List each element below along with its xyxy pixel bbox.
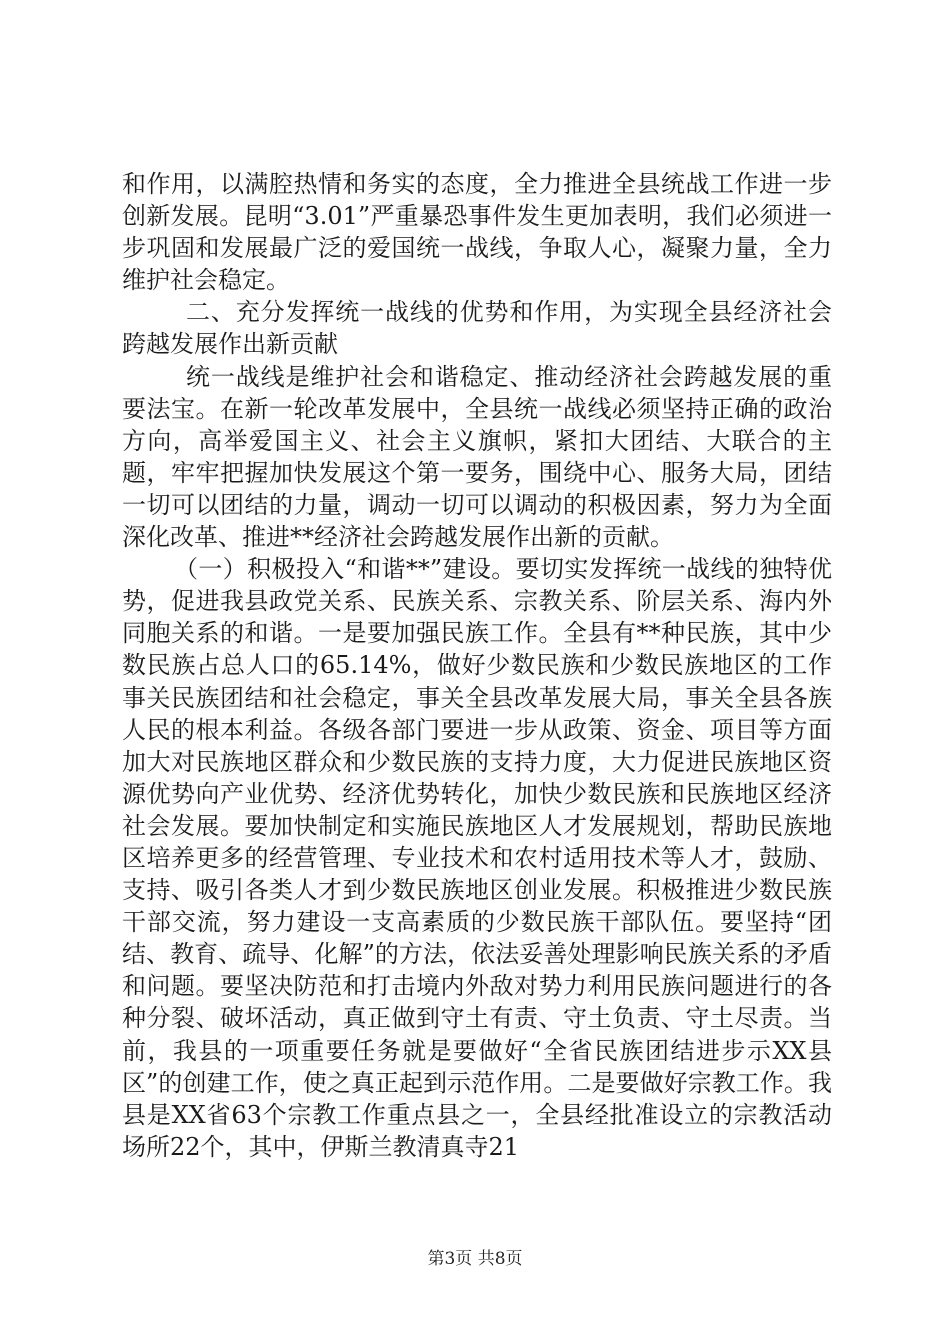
document-body [122,168,832,1163]
paragraph-intro: 统一战线是维护社会和谐稳定、推动经济社会跨越发展的重要法宝。在新一轮改革发展中，全县统一战线必须坚持正确的政治方向，高举爱国主义、社会主义旗帜，紧扣大团结、大联合的主题，牢牢把握加快发展这个第一要务，围绕中心、服务大局，团结一切可以团结的力量，调动一切可以调动的积极因素，努力为全面深化改革、推进**经济社会跨越发展作出新的贡献。 [122,362,832,552]
paragraph-continuation: 和作用，以满腔热情和务实的态度，全力推进全县统战工作进一步创新发展。昆明“3.01”严重暴恐事件发生更加表明，我们必须进一步巩固和发展最广泛的爱国统一战线，争取人心，凝聚力量，全力维护社会稳定。 [122,170,832,295]
page-footer: 第3页 共8页 [427,1249,523,1269]
section-heading: 二、充分发挥统一战线的优势和作用，为实现全县经济社会跨越发展作出新贡献 [122,298,832,359]
paragraph-subsection-one: （一）积极投入“和谐**”建设。要切实发挥统一战线的独特优势，促进我县政党关系、民族关系、宗教关系、阶层关系、海内外同胞关系的和谐。一是要加强民族工作。全县有**种民族，其中少数民族占总人口的65.14%，做好少数民族和少数民族地区的工作事关民族团结和社会稳定，事关全县改革发展大局，事关全县各族人民的根本利益。各级各部门要进一步从政策、资金、项目等方面加大对民族地区群众和少数民族的支持力度，大力促进民族地区资源优势向产业优势、经济优势转化，加快少数民族和民族地区经济社会发展。要加快制定和实施民族地区人才发展规划，帮助民族地区培养更多的经营管理、专业技术和农村适用技术等人才，鼓励、支持、吸引各类人才到少数民族地区创业发展。积极推进少数民族干部交流，努力建设一支高素质的少数民族干部队伍。要坚持“团结、教育、疏导、化解”的方法，依法妥善处理影响民族关系的矛盾和问题。要坚决防范和打击境内外敌对势力利用民族问题进行的各种分裂、破坏活动，真正做到守土有责、守土负责、守土尽责。当前，我县的一项重要任务就是要做好“全省民族团结进步示XX县区”的创建工作，使之真正起到示范作用。二是要做好宗教工作。我县是XX省63个宗教工作重点县之一，全县经批准设立的宗教活动场所22个，其中，伊斯兰教清真寺21 [122,555,832,1161]
